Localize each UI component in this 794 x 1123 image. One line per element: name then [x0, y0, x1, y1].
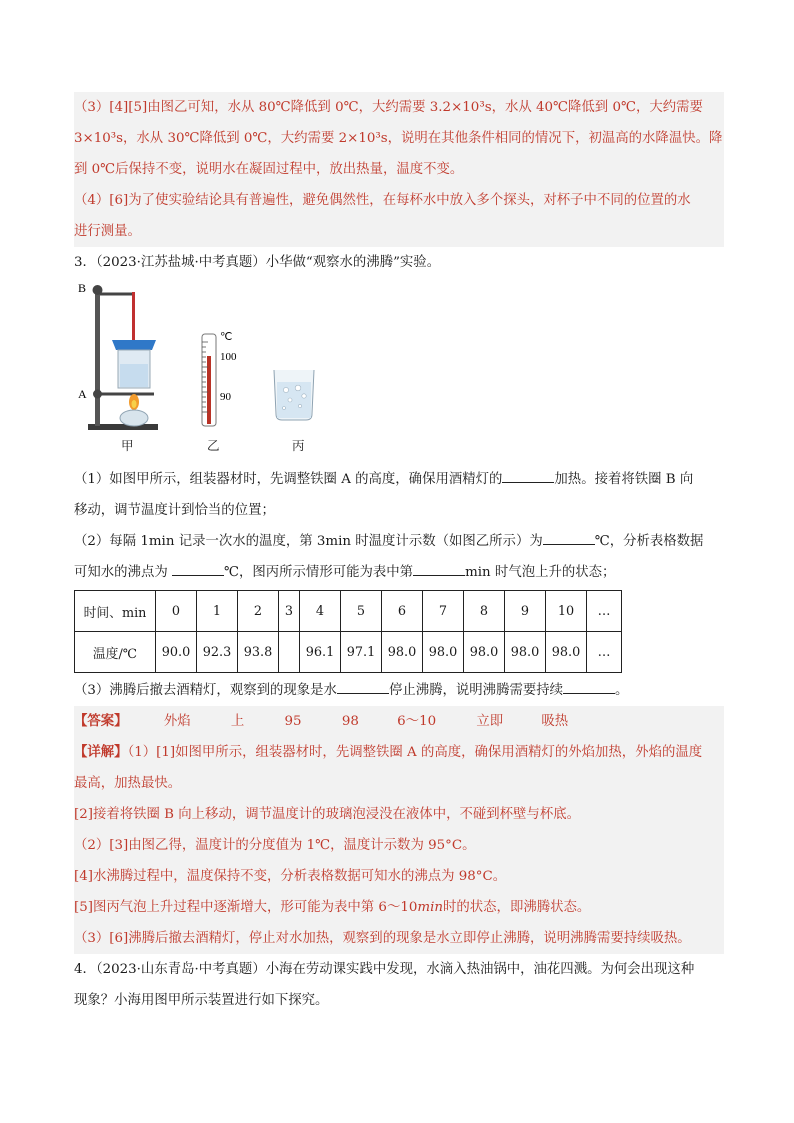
subquestion-2-text: （2）每隔 1min 记录一次水的温度，第 3min 时温度计示数（如图乙所示）为 — [74, 534, 543, 549]
caption-bing: 丙 — [292, 438, 305, 453]
detail-line: （3）[6]沸腾后撤去酒精灯，停止对水加热，观察到的现象是水立即停止沸腾，说明沸腾需要持续吸热。 — [74, 931, 691, 946]
subquestion-1-cont: 移动，调节温度计到恰当的位置； — [74, 503, 275, 518]
detail-line: [4]水沸腾过程中，温度保持不变，分析表格数据可知水的沸点为 98°C。 — [74, 869, 507, 884]
table-cell: 4 — [300, 591, 341, 632]
thermometer-yi-liquid — [207, 356, 211, 424]
beaker-water — [120, 364, 148, 387]
answer-blank — [502, 470, 554, 483]
detail-line: （2）[3]由图乙得，温度计的分度值为 1℃，温度计示数为 95°C。 — [74, 838, 476, 853]
table-row-label: 温度/℃ — [75, 632, 156, 673]
detail-text: （1）[1]如图甲所示，组装器材时，先调整铁圈 A 的高度，确保用酒精灯的外焰加热，外焰的温度 — [127, 745, 703, 760]
subquestion-2-text: 可知水的沸点为 — [74, 565, 172, 580]
detail-line — [74, 737, 724, 768]
table-cell: 0 — [156, 591, 197, 632]
table-cell: 92.3 — [197, 632, 238, 673]
table-cell: 3 — [279, 591, 300, 632]
subquestion-2-text: min 时气泡上升的状态； — [465, 565, 616, 580]
flame-inner — [132, 400, 137, 408]
detail-line: [2]接着将铁圈 B 向上移动，调节温度计的玻璃泡浸没在液体中，不碰到杯壁与杯底。 — [74, 807, 580, 822]
table-cell: 7 — [423, 591, 464, 632]
answer-blank — [563, 681, 615, 694]
subquestion-3-text: 。 — [615, 683, 629, 698]
table-row-temp — [75, 632, 622, 673]
prev-solution-line: 到 0℃后保持不变，说明水在凝固过程中，放出热量，温度不变。 — [74, 162, 464, 177]
prev-solution-line: 3×10³s，水从 30℃降低到 0℃，大约需要 2×10³s，说明在其他条件相同的情况下，初温高的水降温快。降 — [74, 131, 723, 146]
table-cell: 2 — [238, 591, 279, 632]
detail-formula: min — [417, 900, 443, 915]
answer-blank — [413, 563, 465, 576]
table-cell: 9 — [505, 591, 546, 632]
subquestion-3-text: （3）沸腾后撤去酒精灯，观察到的现象是水 — [74, 683, 337, 698]
caption-yi: 乙 — [207, 438, 220, 453]
table-cell: 98.0 — [464, 632, 505, 673]
answer-value: 外焰 — [163, 714, 191, 729]
table-cell: 10 — [546, 591, 587, 632]
thermometer-90-label: 90 — [220, 391, 231, 403]
alcohol-lamp — [120, 410, 148, 426]
prev-solution-line: （3）[4][5]由图乙可知，水从 80℃降低到 0℃，大约需要 3.2×10³s，水从 40℃降低到 0℃，大约需要 — [74, 100, 703, 115]
prev-solution-line: （4）[6]为了使实验结论具有普遍性，避免偶然性，在每杯水中放入多个探头，对杯子中不同的位置的水 — [74, 193, 691, 208]
answer-value: 立即 — [476, 714, 504, 729]
subquestion-3-text: 停止沸腾，说明沸腾需要持续 — [388, 683, 564, 698]
label-a: A — [78, 387, 87, 401]
answer-blank — [337, 681, 389, 694]
table-cell: 98.0 — [382, 632, 423, 673]
table-row-time — [75, 591, 622, 632]
subquestion-1 — [74, 464, 724, 495]
beaker-lid — [112, 340, 156, 350]
answer-tag: 【答案】 — [74, 713, 128, 729]
detail-tag: 【详解】 — [74, 744, 128, 760]
table-cell: 97.1 — [341, 632, 382, 673]
detail-text: [5]图丙气泡上升过程中逐渐增大，形可能为表中第 6～10 — [74, 900, 418, 915]
subquestion-1-text: 加热。接着将铁圈 B 向 — [554, 472, 694, 487]
table-cell: 8 — [464, 591, 505, 632]
table-header-label: 时间、min — [75, 591, 156, 632]
stand-rod — [95, 286, 100, 426]
table-cell: 5 — [341, 591, 382, 632]
thermometer-100-label: 100 — [220, 351, 237, 363]
table-cell: 1 — [197, 591, 238, 632]
subquestion-2-cont — [74, 557, 724, 588]
subquestion-2-text: ℃，图丙所示情形可能为表中第 — [224, 565, 414, 580]
label-b: B — [78, 281, 87, 295]
answer-blank — [543, 532, 595, 545]
answer-value: 6～10 — [397, 714, 437, 729]
answer-blank — [172, 563, 224, 576]
answer-row — [74, 706, 724, 737]
prev-solution-block — [74, 92, 724, 247]
table-cell: … — [587, 591, 622, 632]
subquestion-2-text: ℃，分析表格数据 — [594, 534, 704, 549]
answer-value: 95 — [284, 714, 302, 729]
table-cell: 93.8 — [238, 632, 279, 673]
data-table — [74, 590, 622, 673]
question-4-stem: 4．（2023·山东青岛·中考真题）小海在劳动课实践中发现，水滴入热油锅中，油花四溅。为何会出现这种 — [74, 962, 695, 977]
answer-value: 吸热 — [541, 714, 569, 729]
prev-solution-line: 进行测量。 — [74, 224, 141, 239]
answer-value: 上 — [230, 714, 245, 729]
table-cell: 90.0 — [156, 632, 197, 673]
question-3-stem: 3．（2023·江苏盐城·中考真题）小华做“观察水的沸腾”实验。 — [74, 255, 441, 270]
table-cell: … — [587, 632, 622, 673]
question-4-stem: 现象？小海用图甲所示装置进行如下探究。 — [74, 993, 329, 1008]
subquestion-2 — [74, 526, 724, 557]
detail-text: 时的状态，即沸腾状态。 — [443, 900, 591, 915]
detail-line: 最高，加热最快。 — [74, 776, 182, 791]
experiment-figure — [74, 278, 724, 464]
table-cell: 98.0 — [423, 632, 464, 673]
thermometer-unit: ℃ — [220, 331, 233, 343]
subquestion-3 — [74, 675, 724, 706]
answer-value: 98 — [341, 714, 359, 729]
table-cell: 98.0 — [505, 632, 546, 673]
page — [74, 92, 724, 1016]
answer-block — [74, 706, 724, 954]
beaker-bing-water — [277, 382, 311, 418]
apparatus-drawing — [74, 278, 354, 438]
table-cell: 98.0 — [546, 632, 587, 673]
subquestion-1-text: （1）如图甲所示，组装器材时，先调整铁圈 A 的高度，确保用酒精灯的 — [74, 472, 503, 487]
table-cell: 6 — [382, 591, 423, 632]
table-cell: 96.1 — [300, 632, 341, 673]
detail-line — [74, 892, 724, 923]
caption-jia: 甲 — [121, 438, 134, 453]
table-cell — [279, 632, 300, 673]
